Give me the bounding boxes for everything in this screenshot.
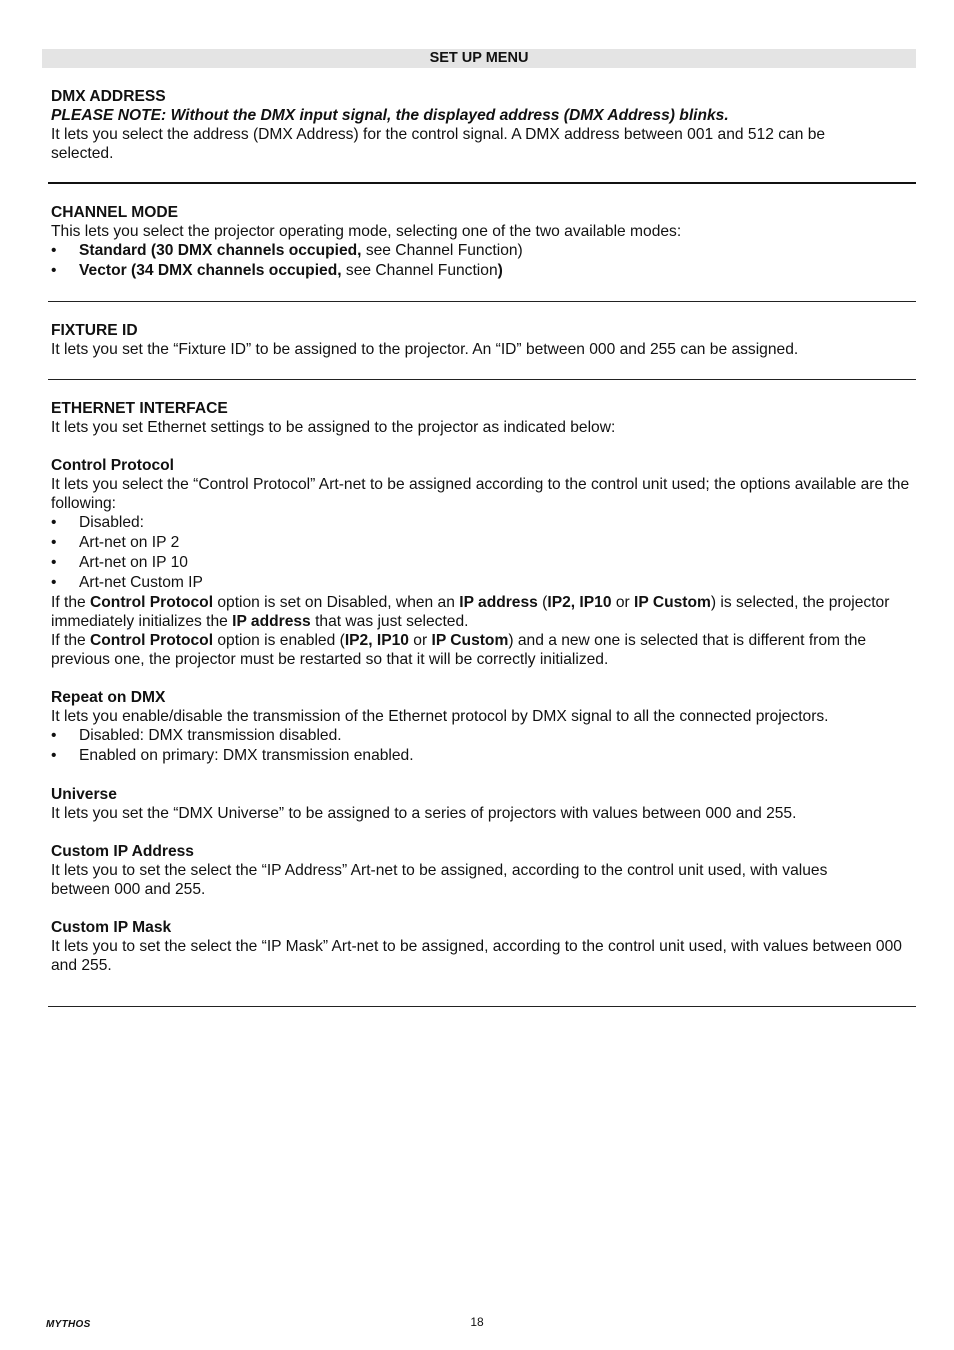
list-item [51,241,917,260]
dmx-address-section [51,87,917,163]
ethernet-intro: It lets you set Ethernet settings to be assigned to the projector as indicated below: [51,419,616,436]
custom-ip-heading: Custom IP Address [51,843,194,860]
list-item-bold: Vector (34 DMX channels occupied, [79,262,342,279]
list-item: • Art-net Custom IP [51,573,917,592]
list-item-tail: ) [497,262,503,279]
dmx-address-text: It lets you select the address (DMX Address) for the control signal. A DMX address between 001 and 512 can be selected. [51,126,826,162]
control-protocol-heading: Control Protocol [51,457,175,474]
control-protocol-options [51,513,917,592]
list-item: • Disabled: DMX transmission disabled. [51,726,917,745]
repeat-dmx-options [51,726,917,765]
list-item [51,261,917,280]
fixture-id-section [51,321,917,359]
list-item: • Disabled: [51,513,917,532]
section-title: SET UP MENU [429,50,529,66]
channel-mode-list [51,241,917,280]
repeat-dmx-text: It lets you enable/disable the transmission of the Ethernet protocol by DMX signal to all the connected projectors. [51,708,829,725]
custom-ip-text: It lets you to set the select the “IP Address” Art-net to be assigned, according to the control unit used, with values between 000 and 255. [51,862,828,898]
channel-mode-heading: CHANNEL MODE [51,204,179,221]
custom-mask-heading: Custom IP Mask [51,919,172,936]
footer-brand: MYTHOS [46,1319,91,1330]
divider [48,301,916,302]
custom-mask-text: It lets you to set the select the “IP Mask” Art-net to be assigned, according to the control unit used, with values between 000 and 255. [51,938,902,974]
fixture-id-text: It lets you set the “Fixture ID” to be assigned to the projector. An “ID” between 000 and 255 can be assigned. [51,341,799,358]
control-protocol-text: It lets you select the “Control Protocol” Art-net to be assigned according to the control unit used; the options available are the following: [51,476,910,512]
control-protocol-paragraph-1: If the Control Protocol option is set on Disabled, when an IP address (IP2, IP10 or IP Custom) is selected, the projector immediately initializes the IP address that was just selected. [51,594,890,630]
list-item-text: see Channel Function) [361,242,523,259]
page-number: 18 [470,1315,484,1329]
channel-mode-intro: This lets you select the projector operating mode, selecting one of the two available modes: [51,223,682,240]
list-item: • Art-net on IP 10 [51,553,917,572]
ethernet-section [51,399,917,975]
universe-heading: Universe [51,786,117,803]
list-item: • Enabled on primary: DMX transmission enabled. [51,746,917,765]
dmx-address-heading: DMX ADDRESS [51,88,166,105]
divider [48,379,916,380]
divider [48,182,916,184]
ethernet-heading: ETHERNET INTERFACE [51,400,228,417]
control-protocol-paragraph-2: If the Control Protocol option is enabled (IP2, IP10 or IP Custom) and a new one is selected that is different from the previous one, the projector must be restarted so that it will be correctly initialized. [51,632,867,668]
dmx-address-note: PLEASE NOTE: Without the DMX input signal, the displayed address (DMX Address) blinks. [51,107,729,124]
list-item: • Art-net on IP 2 [51,533,917,552]
repeat-dmx-heading: Repeat on DMX [51,689,166,706]
divider [48,1006,916,1007]
list-item-text: see Channel Function [341,262,498,279]
universe-text: It lets you set the “DMX Universe” to be assigned to a series of projectors with values between 000 and 255. [51,805,797,822]
channel-mode-section [51,203,917,281]
section-header [42,49,916,68]
list-item-bold: Standard (30 DMX channels occupied, [79,242,362,259]
fixture-id-heading: FIXTURE ID [51,322,138,339]
